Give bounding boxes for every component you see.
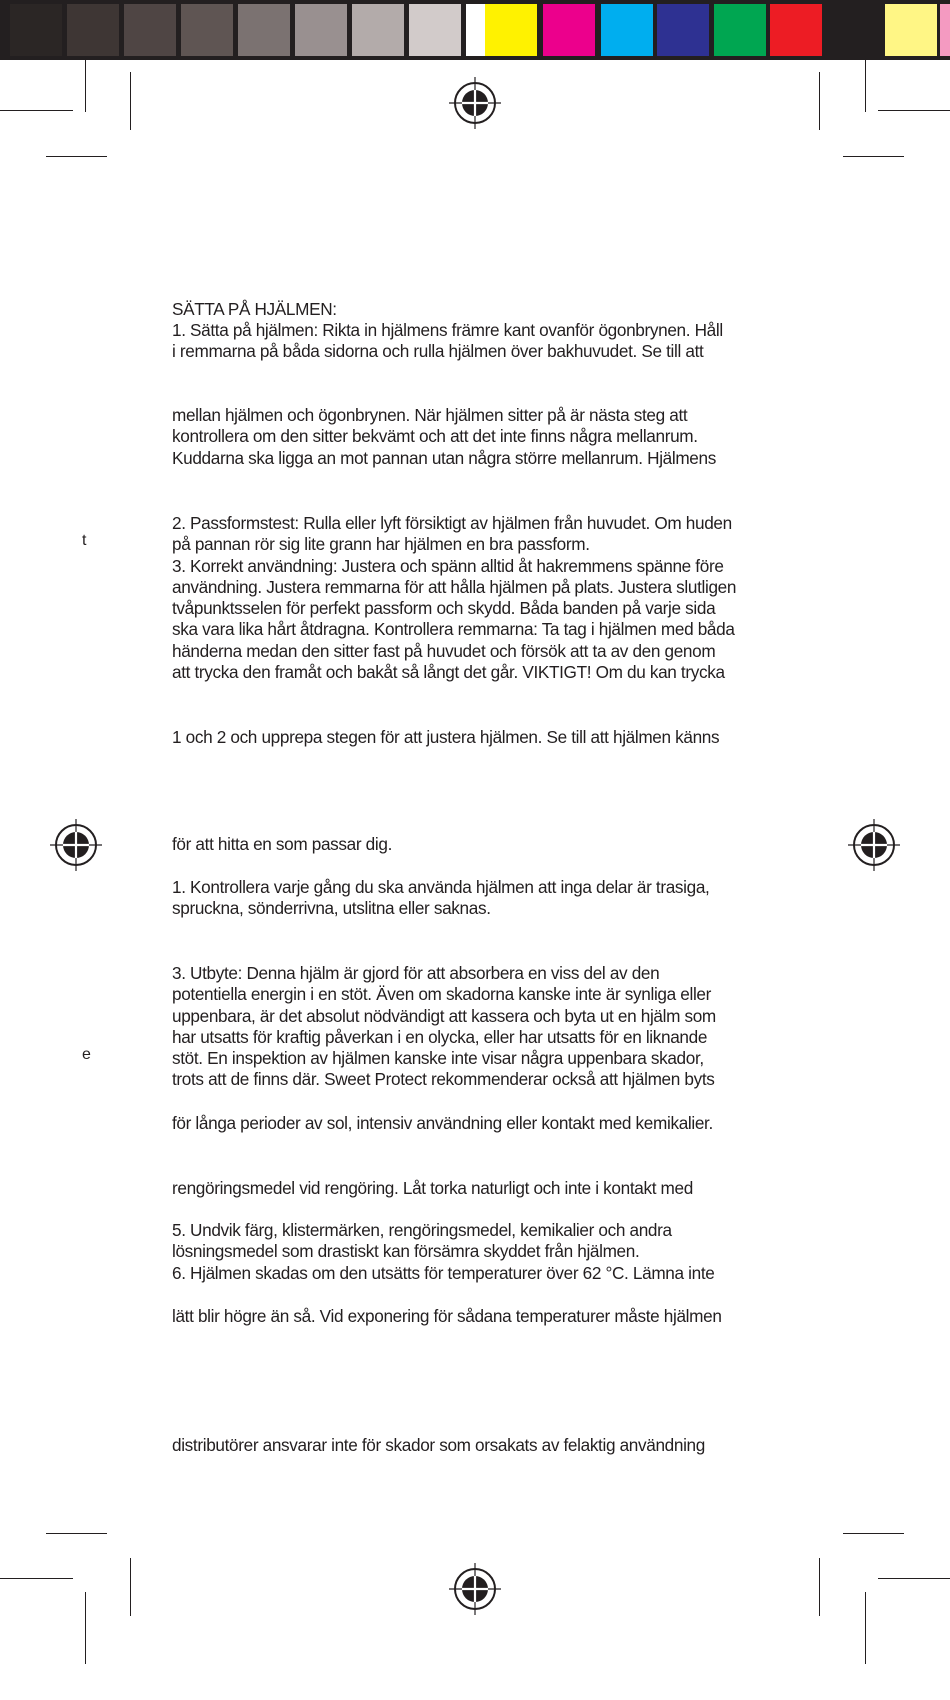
text-line: distributörer ansvarar inte för skador som orsakats av felaktig användning (172, 1435, 705, 1455)
text-block (172, 834, 812, 855)
crop-mark (843, 156, 904, 157)
text-block (172, 877, 812, 920)
edge-text-fragment: t (82, 532, 87, 549)
crop-mark (865, 1592, 866, 1664)
text-line: 5. Undvik färg, klistermärken, rengöringsmedel, kemikalier och andra (172, 1220, 672, 1240)
color-swatch (885, 4, 937, 56)
crop-mark (46, 156, 107, 157)
page-heading: SÄTTA PÅ HJÄLMEN: (172, 299, 337, 319)
color-swatch (770, 4, 822, 56)
text-line: i remmarna på båda sidorna och rulla hjälmen över bakhuvudet. Se till att (172, 341, 704, 362)
color-swatch (940, 4, 950, 56)
text-line: stöt. En inspektion av hjälmen kanske inte visar några uppenbara skador, (172, 1048, 704, 1069)
text-block (172, 727, 812, 748)
text-line: rengöringsmedel vid rengöring. Låt torka naturligt och inte i kontakt med (172, 1178, 693, 1198)
color-calibration-bar (0, 0, 950, 60)
text-line: 2. Passformstest: Rulla eller lyft försiktigt av hjälmen från huvudet. Om huden (172, 513, 732, 533)
color-swatch (657, 4, 709, 56)
text-line: kontrollera om den sitter bekvämt och att det inte finns några mellanrum. (172, 426, 698, 447)
registration-mark-icon (50, 819, 102, 871)
text-line: för att hitta en som passar dig. (172, 834, 392, 854)
text-block (172, 963, 812, 1091)
crop-mark (130, 72, 131, 130)
text-block (172, 1113, 812, 1134)
text-line: har utsatts för kraftig påverkan i en olycka, eller har utsatts för en liknande (172, 1026, 708, 1047)
crop-mark (0, 1578, 73, 1579)
text-line: 3. Korrekt användning: Justera och spänn alltid åt hakremmens spänne före (172, 555, 724, 576)
color-swatch (827, 4, 879, 56)
color-swatch (238, 4, 290, 56)
crop-mark (865, 60, 866, 112)
text-line: för långa perioder av sol, intensiv användning eller kontakt med kemikalier. (172, 1113, 713, 1133)
text-line: potentiella energin i en stöt. Även om skadorna kanske inte är synliga eller (172, 984, 712, 1005)
text-line: Kuddarna ska ligga an mot pannan utan några större mellanrum. Hjälmens (172, 447, 716, 468)
text-line: 1 och 2 och upprepa stegen för att justera hjälmen. Se till att hjälmen känns (172, 727, 720, 747)
text-block (172, 320, 812, 363)
text-line: trots att de finns där. Sweet Protect rekommenderar också att hjälmen byts (172, 1069, 715, 1090)
text-block (172, 1435, 812, 1456)
crop-mark (819, 72, 820, 130)
registration-mark-icon (449, 1563, 501, 1615)
text-block (172, 513, 812, 683)
registration-mark-icon (449, 77, 501, 129)
color-swatch (124, 4, 176, 56)
color-swatch (601, 4, 653, 56)
text-line: händerna medan den sitter fast på huvudet och försök att ta av den genom (172, 640, 716, 661)
text-block (172, 1306, 812, 1327)
crop-mark (819, 1558, 820, 1616)
color-swatch (295, 4, 347, 56)
color-swatch (181, 4, 233, 56)
color-swatch (352, 4, 404, 56)
crop-mark (85, 1592, 86, 1664)
crop-mark (0, 110, 73, 111)
text-line: 6. Hjälmen skadas om den utsätts för temperaturer över 62 °C. Lämna inte (172, 1262, 715, 1283)
text-line: lätt blir högre än så. Vid exponering för sådana temperaturer måste hjälmen (172, 1306, 722, 1326)
text-line: ska vara lika hårt åtdragna. Kontrollera remmarna: Ta tag i hjälmen med båda (172, 619, 735, 640)
text-line: på pannan rör sig lite grann har hjälmen en bra passform. (172, 534, 590, 555)
text-line: spruckna, sönderrivna, utslitna eller saknas. (172, 898, 491, 919)
crop-mark (843, 1533, 904, 1534)
text-line: tvåpunktsselen för perfekt passform och skydd. Båda banden på varje sida (172, 598, 716, 619)
crop-mark (878, 1578, 950, 1579)
color-swatch (714, 4, 766, 56)
text-line: att trycka den framåt och bakåt så långt det går. VIKTIGT! Om du kan trycka (172, 662, 725, 683)
color-swatch (485, 4, 537, 56)
crop-mark (130, 1558, 131, 1616)
text-block (172, 1220, 812, 1284)
edge-text-fragment: e (82, 1046, 91, 1063)
text-block (172, 1178, 812, 1199)
text-line: lösningsmedel som drastiskt kan försämra skyddet från hjälmen. (172, 1241, 640, 1262)
text-line: 1. Sätta på hjälmen: Rikta in hjälmens främre kant ovanför ögonbrynen. Håll (172, 320, 723, 340)
text-line: användning. Justera remmarna för att hålla hjälmen på plats. Justera slutligen (172, 576, 737, 597)
color-swatch (67, 4, 119, 56)
text-line: mellan hjälmen och ögonbrynen. När hjälmen sitter på är nästa steg att (172, 405, 688, 425)
color-swatch (10, 4, 62, 56)
text-line: uppenbara, är det absolut nödvändigt att kassera och byta ut en hjälm som (172, 1005, 716, 1026)
crop-mark (85, 60, 86, 112)
color-swatch (409, 4, 461, 56)
color-swatch (0, 4, 10, 56)
registration-mark-icon (848, 819, 900, 871)
crop-mark (878, 110, 950, 111)
color-swatch (543, 4, 595, 56)
text-line: 3. Utbyte: Denna hjälm är gjord för att absorbera en viss del av den (172, 963, 660, 983)
text-block (172, 405, 812, 469)
text-line: 1. Kontrollera varje gång du ska använda hjälmen att inga delar är trasiga, (172, 877, 710, 897)
crop-mark (46, 1533, 107, 1534)
